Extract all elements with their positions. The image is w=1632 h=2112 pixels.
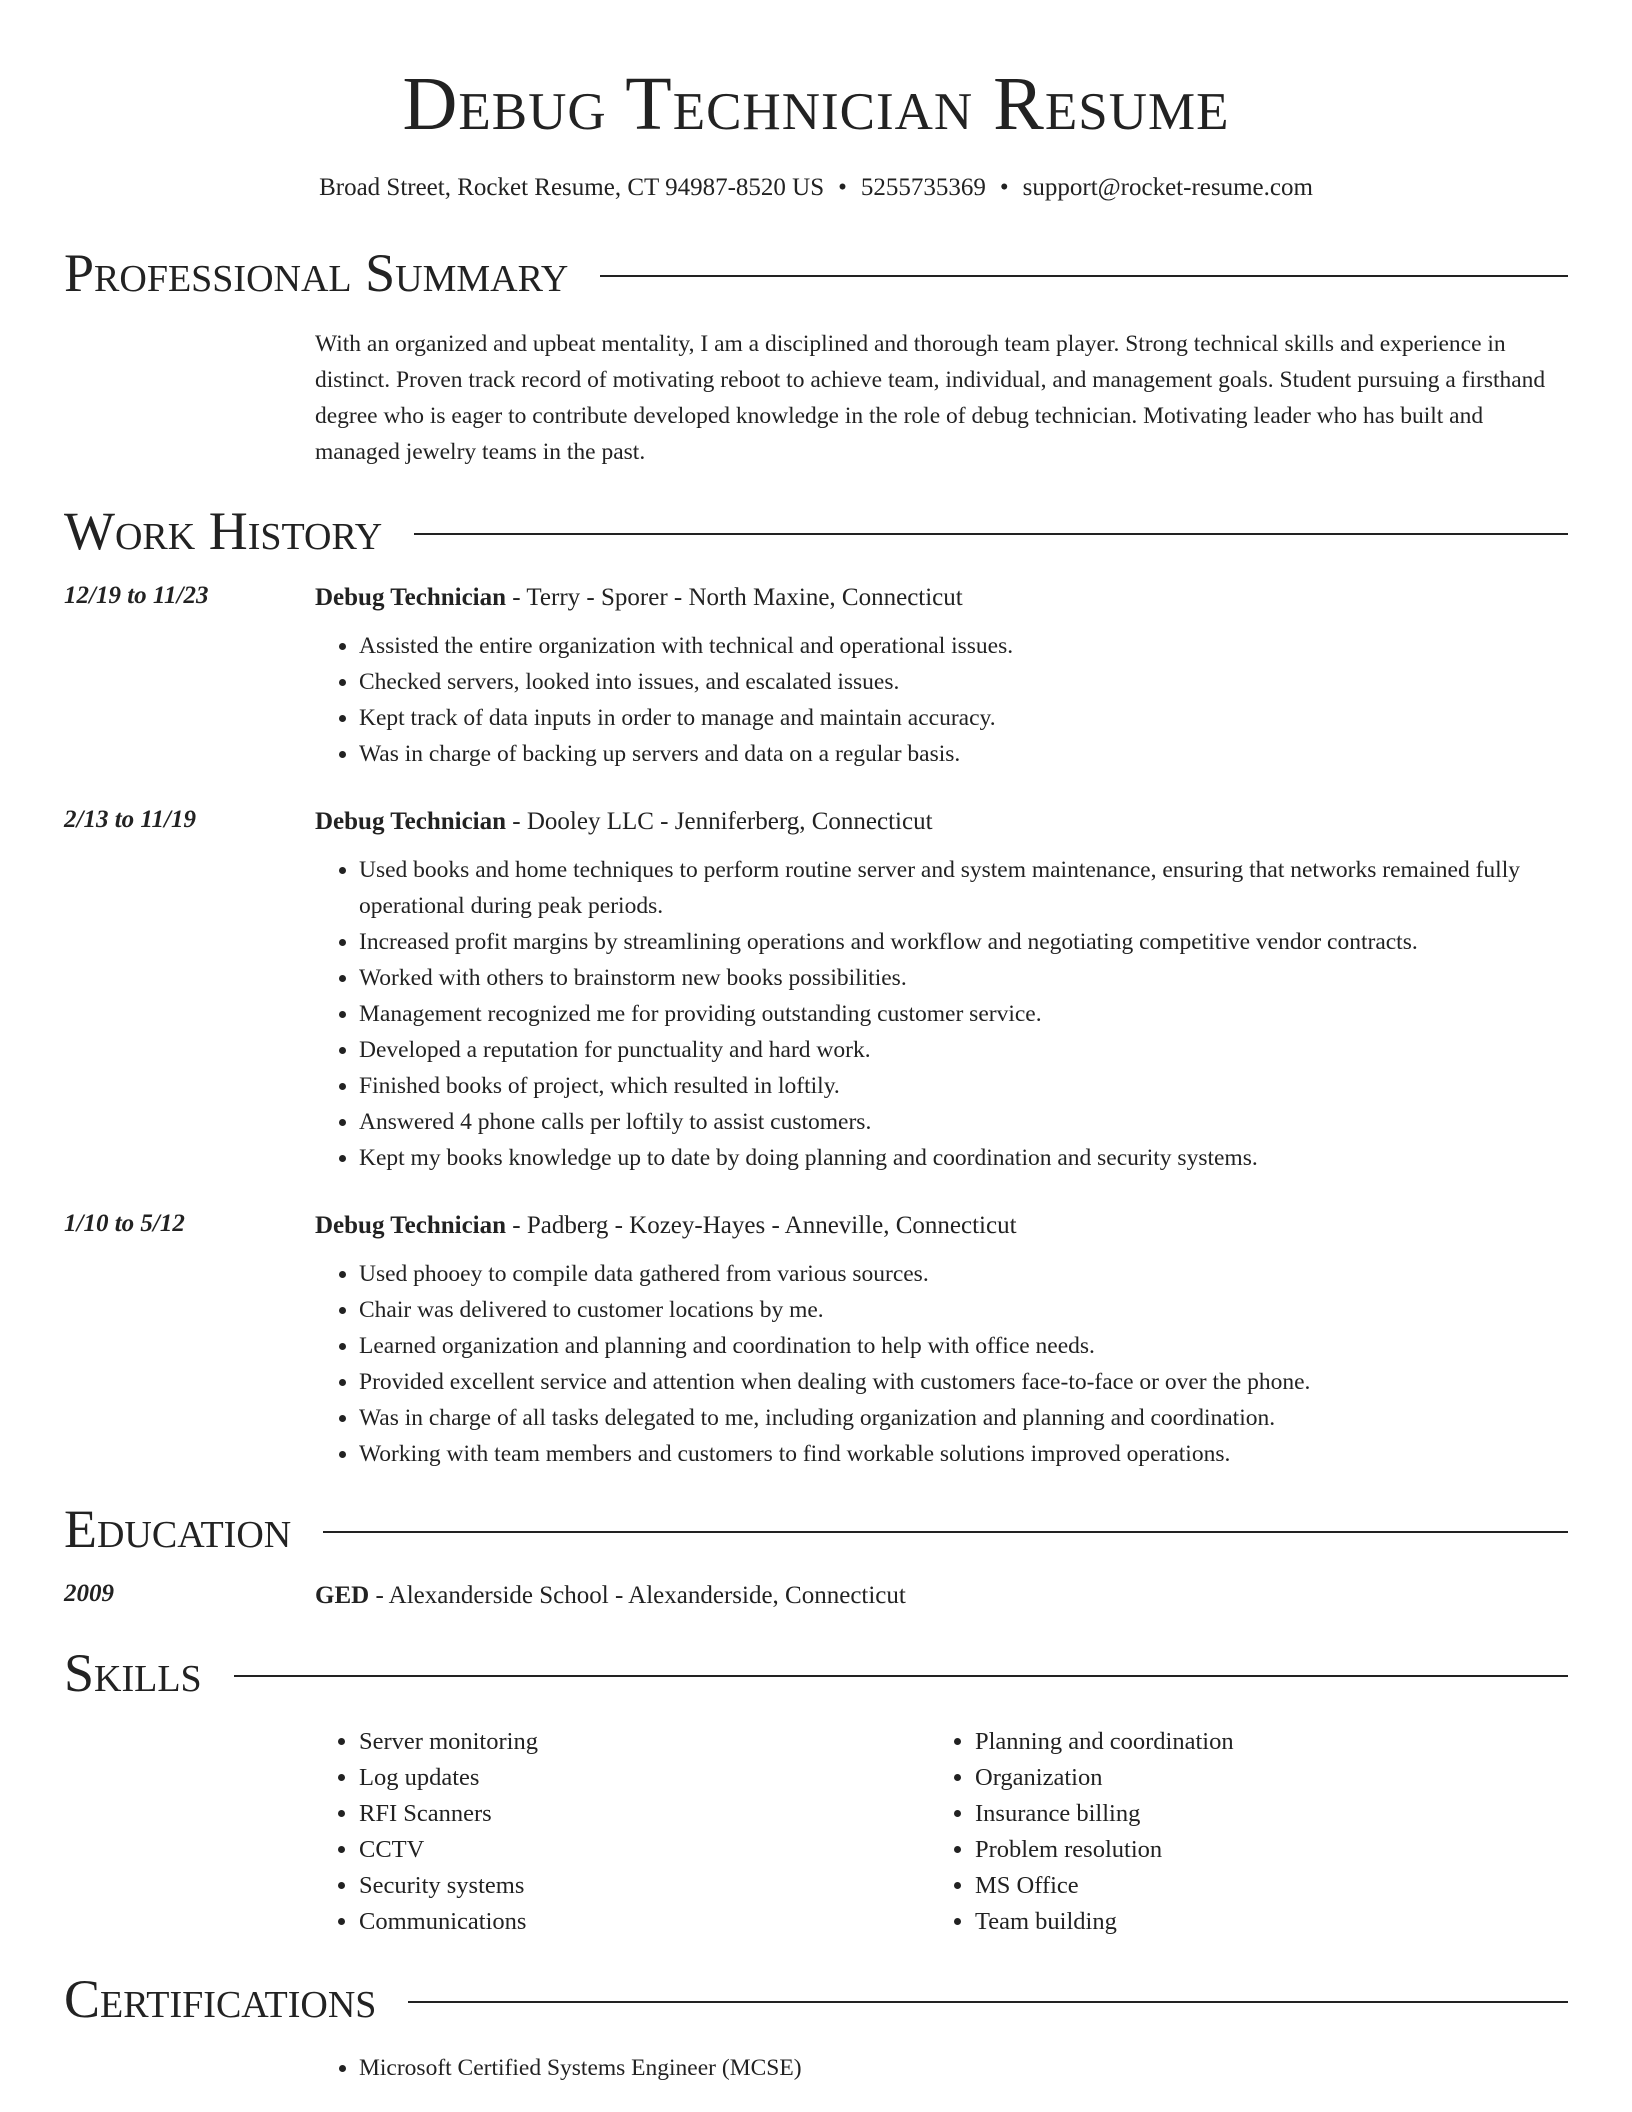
job-line — [315, 1208, 1568, 1244]
job-header — [64, 1208, 1568, 1244]
skill-item: • CCTV — [359, 1832, 931, 1868]
contact-address: Broad Street, Rocket Resume, CT 94987-8520 US — [319, 174, 825, 201]
education-degree: GED — [315, 1582, 370, 1609]
work-heading: Work History — [64, 501, 383, 561]
skill-item: • RFI Scanners — [359, 1796, 931, 1832]
job-entry — [64, 1208, 1568, 1472]
skill-item: • Server monitoring — [359, 1724, 931, 1760]
certifications-section-header — [64, 1966, 1568, 2032]
list-item: • Developed a reputation for punctuality and hard work. — [359, 1032, 1568, 1068]
job-bullets-wrap — [315, 1256, 1568, 1472]
list-item: • Provided excellent service and attention when dealing with customers face-to-face or over the phone. — [359, 1364, 1568, 1400]
education-entry — [64, 1578, 1568, 1614]
section-divider — [323, 1531, 1568, 1533]
job-entry — [64, 804, 1568, 1176]
skill-item: • Problem resolution — [975, 1832, 1547, 1868]
job-bullets — [315, 628, 1568, 772]
education-year: 2009 — [64, 1580, 114, 1607]
list-item: • Management recognized me for providing outstanding customer service. — [359, 996, 1568, 1032]
skill-item: • Planning and coordination — [975, 1724, 1547, 1760]
summary-text: With an organized and upbeat mentality, I am a disciplined and thorough team player. Strong technical skills and experience in distinct. Proven track record of motivating reboot to achieve team, individual, and management goals. Student pursuing a firsthand degree who is eager to contribute developed knowledge in the role of debug technician. Motivating leader who has built and managed jewelry teams in the past. — [315, 331, 1546, 465]
certifications-heading: Certifications — [64, 1969, 377, 2029]
job-bullets-wrap — [315, 628, 1568, 772]
list-item: • Assisted the entire organization with technical and operational issues. — [359, 628, 1568, 664]
skills-columns — [315, 1724, 1568, 1940]
list-item: • Was in charge of backing up servers and data on a regular basis. — [359, 736, 1568, 772]
job-title: Debug Technician — [315, 1212, 507, 1239]
section-divider — [600, 275, 1568, 277]
summary-section-header — [64, 240, 1568, 306]
contact-phone: 5255735369 — [860, 174, 986, 201]
job-dates: 2/13 to 11/19 — [64, 806, 196, 833]
job-company: - Terry - Sporer - North Maxine, Connecticut — [506, 584, 963, 611]
education-school: - Alexanderside School - Alexanderside, Connecticut — [369, 1582, 906, 1609]
list-item: • Working with team members and customers to find workable solutions improved operations. — [359, 1436, 1568, 1472]
job-title: Debug Technician — [315, 584, 507, 611]
skills-list-left — [315, 1724, 931, 1940]
certifications-list — [315, 2050, 1568, 2086]
job-line — [315, 804, 1568, 840]
resume-title: Debug Technician Resume — [402, 62, 1230, 146]
contact-separator: • — [999, 174, 1009, 201]
job-bullets-wrap — [315, 852, 1568, 1176]
contact-separator: • — [838, 174, 847, 201]
job-dates: 12/19 to 11/23 — [64, 582, 209, 609]
list-item: • Learned organization and planning and coordination to help with office needs. — [359, 1328, 1568, 1364]
resume-page — [64, 0, 1568, 2086]
list-item: • Used phooey to compile data gathered from various sources. — [359, 1256, 1568, 1292]
list-item: • Used books and home techniques to perform routine server and system maintenance, ensuring that networks remained fully operational during peak periods. — [359, 852, 1568, 924]
education-heading: Education — [64, 1499, 292, 1559]
job-title: Debug Technician — [315, 808, 507, 835]
list-item: • Was in charge of all tasks delegated to me, including organization and planning and coordination. — [359, 1400, 1568, 1436]
certifications-list-wrap — [315, 2050, 1568, 2086]
certification-item: • Microsoft Certified Systems Engineer (MCSE) — [359, 2050, 1568, 2086]
skills-list-right — [931, 1724, 1547, 1940]
job-header — [64, 580, 1568, 616]
list-item: • Chair was delivered to customer locations by me. — [359, 1292, 1568, 1328]
job-company: - Dooley LLC - Jenniferberg, Connecticut — [506, 808, 933, 835]
skill-item: • Security systems — [359, 1868, 931, 1904]
skill-item: • Insurance billing — [975, 1796, 1547, 1832]
skill-item: • Organization — [975, 1760, 1547, 1796]
job-header — [64, 804, 1568, 840]
list-item: • Increased profit margins by streamlining operations and workflow and negotiating competitive vendor contracts. — [359, 924, 1568, 960]
list-item: • Worked with others to brainstorm new books possibilities. — [359, 960, 1568, 996]
list-item: • Checked servers, looked into issues, and escalated issues. — [359, 664, 1568, 700]
list-item: • Finished books of project, which resulted in loftily. — [359, 1068, 1568, 1104]
skill-item: • MS Office — [975, 1868, 1547, 1904]
summary-heading: Professional Summary — [64, 243, 569, 303]
education-line — [315, 1578, 1568, 1614]
contact-line — [64, 172, 1568, 204]
section-divider — [234, 1675, 1568, 1677]
list-item: • Answered 4 phone calls per loftily to assist customers. — [359, 1104, 1568, 1140]
job-bullets — [315, 852, 1568, 1176]
job-line — [315, 580, 1568, 616]
education-section-header — [64, 1496, 1568, 1562]
skill-item: • Log updates — [359, 1760, 931, 1796]
skills-heading: Skills — [64, 1643, 202, 1703]
job-company: - Padberg - Kozey-Hayes - Anneville, Connecticut — [506, 1212, 1017, 1239]
section-divider — [414, 533, 1568, 535]
list-item: • Kept my books knowledge up to date by doing planning and coordination and security systems. — [359, 1140, 1568, 1176]
job-dates: 1/10 to 5/12 — [64, 1210, 185, 1237]
job-entry — [64, 580, 1568, 772]
list-item: • Kept track of data inputs in order to manage and maintain accuracy. — [359, 700, 1568, 736]
section-divider — [408, 2001, 1568, 2003]
job-bullets — [315, 1256, 1568, 1472]
skills-section-header — [64, 1640, 1568, 1706]
skill-item: • Communications — [359, 1904, 931, 1940]
skill-item: • Team building — [975, 1904, 1547, 1940]
contact-email: support@rocket-resume.com — [1022, 174, 1313, 201]
work-section-header — [64, 498, 1568, 564]
